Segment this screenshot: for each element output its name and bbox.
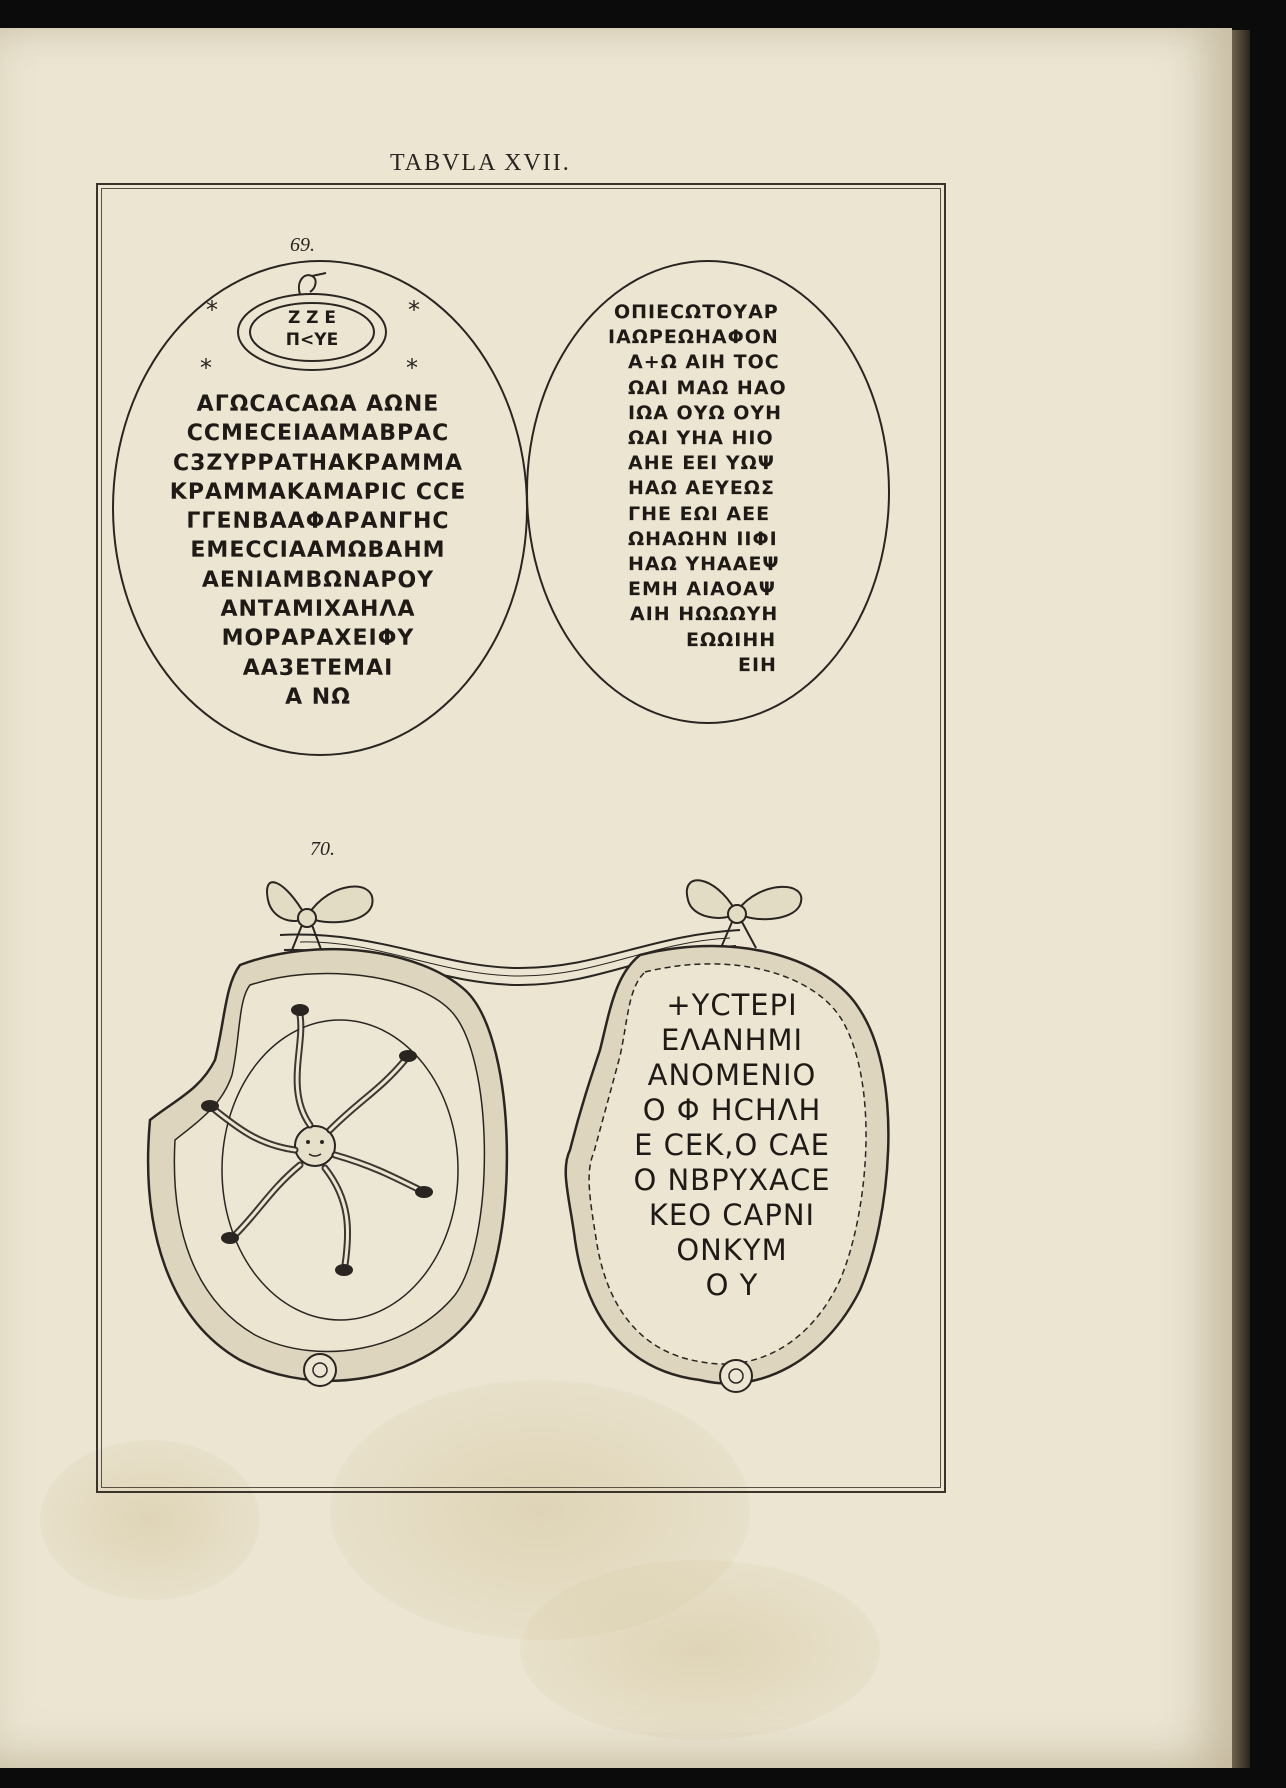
inscription-line: ΩΑΙ ΥΗΑ ΗΙΟ [628,427,774,450]
inscription-line: ΕΙΗ [738,653,777,676]
inscription-line: ΜΟΡΑΡΑΧΕΙΦΥ [221,626,415,652]
star-icon: * [408,296,420,324]
plate-title: TABVLA XVII. [390,150,571,176]
inscription-line: ΑΝΤΑΜΙΧΑΗΛΑ [220,597,416,623]
inscription-line: Ε ϹΕΚ,Ο ϹΑΕ [634,1128,830,1162]
inscription-line: ΗΑΩ ΥΗΑΑΕΨ [628,553,780,576]
inscription-line: ΓΓΕΝΒΑΑΦΑΡΑΝΓΗϹ [186,509,450,535]
inscription-line: ΑΗΕ ΕΕΙ ΥΩΨ [628,452,775,475]
inscription-line: ΕΜΗ ΑΙΑΟΑΨ [628,578,776,601]
inscription-line: ΙΩΑ ΟΥΩ ΟΥΗ [628,401,783,424]
inscription-line: ΕΛΑΝΗΜΙ [660,1023,804,1057]
inscription-line: Α+Ω ΑΙΗ ΤΟϹ [628,351,780,374]
inscription-line: Α ΝΩ [285,684,351,710]
inscription-line: ΩΑΙ ΜΑΩ ΗΑΟ [628,376,787,399]
inscription-line: Ϲ3ΖΥΡΡΑΤΗΑΚΡΑΜΜΑ [172,450,464,476]
inscription-line: Ο Υ [705,1268,759,1302]
inscription-line: ΑΓΩϹΑϹΑΩΑ ΑΩΝΕ [196,392,440,417]
inscription-line: ΟΠΙΕϹΩΤΟΥΑΡ [614,301,779,323]
inscription-line: ΕΜΕϹϹΙΑΑΜΩΒΑΗΜ [190,538,446,564]
inscription-line: ΩΗΑΩΗΝ ΙΙΦΙ [628,527,778,550]
inscription-line: ϹϹΜΕϹΕΙΑΑΜΑΒΡΑϹ [186,421,450,447]
left-bow-icon [267,882,372,955]
inscription-line: ΕΩΩΙΗΗ [686,628,777,651]
serpent-ring-inscription: Z Z E Π<ΥΕ [285,308,339,350]
medusa-pendant-icon [148,949,507,1386]
star-icon: * [206,296,218,324]
star-icon: * [200,354,212,382]
inscription-line: Ο Φ ΗϹΗΛΗ [642,1093,822,1127]
inscription-line: ΗΑΩ ΑΕΥΕΩΣ [628,477,775,500]
inscription-line: +ΥϹΤΕΡΙ [666,988,798,1022]
inscription-line: ΑΝΟΜΕΝΙΟ [647,1058,817,1092]
figure-69-number: 69. [290,234,315,256]
inscription-line: ΟΝΚΥΜ [676,1233,788,1267]
inscription-line: ΑΑ3ΕΤΕΜΑΙ [242,655,394,681]
inscription-line: ΚΡΑΜΜΑΚΑΜΑΡΙϹ ϹϹΕ [169,479,467,505]
inscription-line: ΓΗΕ ΕΩΙ ΑΕΕ [628,502,771,525]
inscription-line: Ο ΝΒΡΥΧΑϹΕ [633,1163,831,1197]
star-icon: * [406,354,418,382]
right-bow-icon [687,880,801,950]
inscription-line: ΙΑΩΡΕΩΗΑΦΟΝ [608,326,779,349]
inscription-line: ΑΙΗ ΗΩΩΩΥΗ [630,603,779,626]
figure-70-number: 70. [310,838,335,860]
inscription-line: ΑΕΝΙΑΜΒΩΝΑΡΟΥ [201,567,435,593]
inscription-line: ΚΕΟ ϹΑΡΝΙ [648,1198,816,1232]
figure-70-pendant-inscription [582,988,882,1303]
